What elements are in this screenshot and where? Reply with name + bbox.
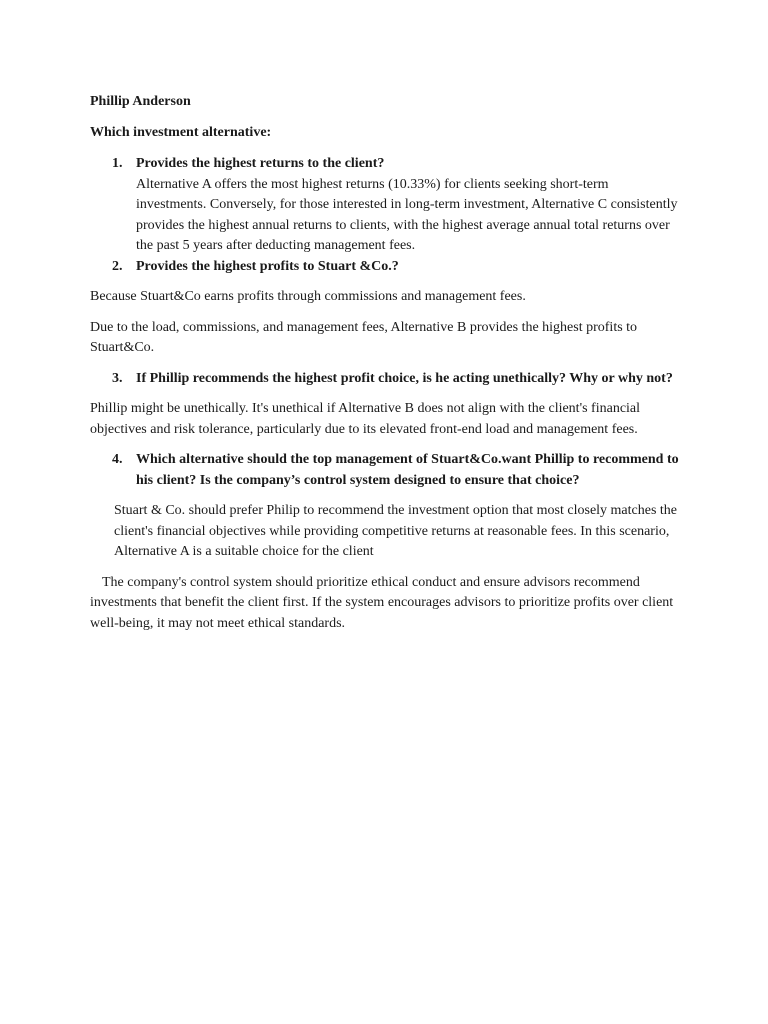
question-3 (90, 369, 680, 390)
author-name: Phillip Anderson (90, 94, 191, 109)
question-1 (90, 154, 680, 257)
question-number: 3. (112, 370, 123, 386)
question-content (136, 154, 680, 257)
answer-paragraph: Because Stuart&Co earns profits through commissions and management fees. (90, 289, 526, 304)
question-4 (90, 450, 680, 491)
answer-paragraph: Phillip might be unethically. It's unethical if Alternative B does not align with the client's financial objectives and risk tolerance, particularly due to its elevated front-end load and management fees. (90, 401, 641, 437)
answer-paragraph: Stuart & Co. should prefer Philip to recommend the investment option that most closely matches the client's financial objectives while providing competitive returns at reasonable fees. In this scenario, Alternative A is a suitable choice for the client (114, 503, 678, 559)
document-page (90, 92, 680, 634)
question-text: Which alternative should the top management of Stuart&Co.want Phillip to recommend to his client? Is the company’s control system designed to ensure that choice? (136, 452, 679, 488)
question-text: Provides the highest returns to the client? (136, 156, 385, 171)
intro-heading: Which investment alternative: (90, 124, 272, 140)
question-number: 2. (112, 258, 123, 274)
question-number: 1. (112, 156, 123, 171)
question-text: If Phillip recommends the highest profit choice, is he acting unethically? Why or why not? (136, 370, 673, 386)
question-text: Provides the highest profits to Stuart &Co.? (136, 258, 399, 274)
question-number: 4. (112, 452, 123, 467)
question-2 (90, 257, 680, 278)
answer-text: Alternative A offers the most highest returns (10.33%) for clients seeking short-term investments. Conversely, for those interested in long-term investment, Alternative C consistently provides the highest annual returns to clients, with the highest average annual total returns over the past 5 years after deducting management fees. (136, 176, 678, 253)
answer-paragraph: The company's control system should prioritize ethical conduct and ensure advisors recommend investments that benefit the client first. If the system encourages advisors to prioritize profits over client well-being, it may not meet ethical standards. (90, 574, 674, 631)
answer-paragraph: Due to the load, commissions, and management fees, Alternative B provides the highest profits to Stuart&Co. (90, 319, 638, 355)
